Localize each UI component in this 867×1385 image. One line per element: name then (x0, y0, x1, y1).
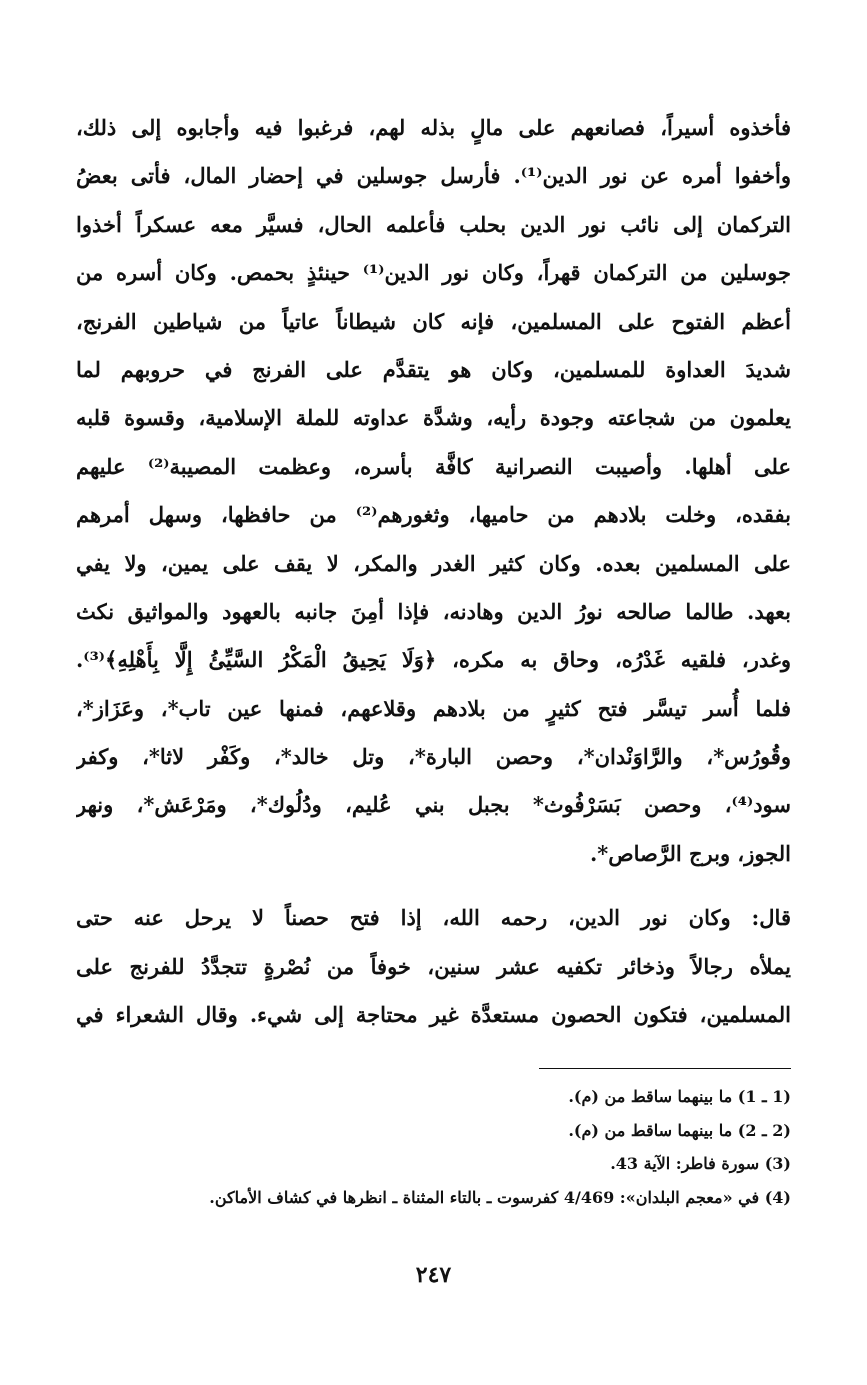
text-line: سود⁽⁴⁾، وحصن بَسَرْفُوث* بجبل بني عُليم، ودُلُوك*، ومَرْعَش*، ونهر (76, 792, 791, 818)
text-line: التركمان إلى نائب نور الدين بحلب فأعلمه الحال، فسيَّر معه عسكراً أخذوا (76, 211, 791, 237)
text-line: بعهد. طالما صالحه نورُ الدين وهادنه، فإذا أمِنَ جانبه بالعهود والمواثيق نكث (76, 598, 791, 624)
text-line: المسلمين، فتكون الحصون مستعدَّة غير محتاجة إلى شيء. وقال الشعراء في (76, 1002, 791, 1028)
text-line: بفقده، وخلت بلادهم من حاميها، وثغورهم⁽²⁾ من حافظها، وسهل أمرهم (76, 502, 791, 528)
text-line: الجوز، وبرج الرَّصاص*. (589, 840, 791, 866)
text-line: جوسلين من التركمان قهراً، وكان نور الدين⁽¹⁾ حينئذٍ بحمص. وكان أسره من (76, 260, 791, 286)
footnotes (76, 1080, 791, 1214)
text-line: وأخفوا أمره عن نور الدين⁽¹⁾. فأرسل جوسلين في إحضار المال، فأتى بعضُ (76, 163, 791, 189)
page-number: ٢٤٧ (415, 1262, 452, 1288)
text-line: قال: وكان نور الدين، رحمه الله، إذا فتح حصناً لا يرحل عنه حتى (76, 905, 791, 931)
text-line: فلما أُسر تيسَّر فتح كثيرٍ من بلادهم وقلاعهم، فمنها عين تاب*، وعَزَاز*، (76, 695, 791, 721)
text-line: فأخذوه أسيراً، فصانعهم على مالٍ بذله لهم، فرغبوا فيه وأجابوه إلى ذلك، (76, 115, 791, 140)
footnote-divider (539, 1068, 791, 1069)
text-line: يملأه رجالاً وذخائر تكفيه عشر سنين، خوفاً من نُصْرةٍ تتجدَّدُ للفرنج على (76, 953, 791, 979)
text-line: وقُورُس*، والرَّاوَنْدان*، وحصن البارة*، وتل خالد*، وكَفْر لاثا*، وكفر (76, 744, 791, 770)
paragraph-2 (76, 894, 791, 1039)
footnote-item: (2 ـ 2) ما بينهما ساقط من (م). (568, 1120, 791, 1140)
text-line: على المسلمين بعده. وكان كثير الغدر والمكر، لا يقف على يمين، ولا يفي (76, 550, 791, 576)
footnote-item: (3) سورة فاطر: الآية 43. (610, 1154, 791, 1173)
main-text (76, 104, 791, 1039)
text-line: وغدر، فلقيه غَدْرُه، وحاق به مكره، ﴿وَلَا يَحِيقُ الْمَكْرُ السَّيِّئُ إِلَّا بِأَهْلِهِ﴾⁽³⁾. (76, 647, 791, 673)
paragraph-1 (76, 104, 791, 878)
text-line: شديدَ العداوة للمسلمين، وكان هو يتقدَّم على الفرنج في حروبهم لما (76, 356, 791, 382)
footnote-item: (1 ـ 1) ما بينهما ساقط من (م). (568, 1087, 791, 1106)
text-line: يعلمون من شجاعته وجودة رأيه، وشدَّة عداوته للملة الإسلامية، وقسوة قلبه (76, 405, 791, 431)
paragraph-gap (76, 878, 791, 894)
footnote-item: (4) في «معجم البلدان»: 4/469 كفرسوت ـ بالتاء المثناة ـ انظرها في كشاف الأماكن. (209, 1187, 791, 1207)
text-line: أعظم الفتوح على المسلمين، فإنه كان شيطاناً عاتياً من شياطين الفرنج، (76, 308, 791, 334)
text-line: على أهلها. وأصيبت النصرانية كافَّة بأسره، وعظمت المصيبة⁽²⁾ عليهم (76, 453, 791, 479)
